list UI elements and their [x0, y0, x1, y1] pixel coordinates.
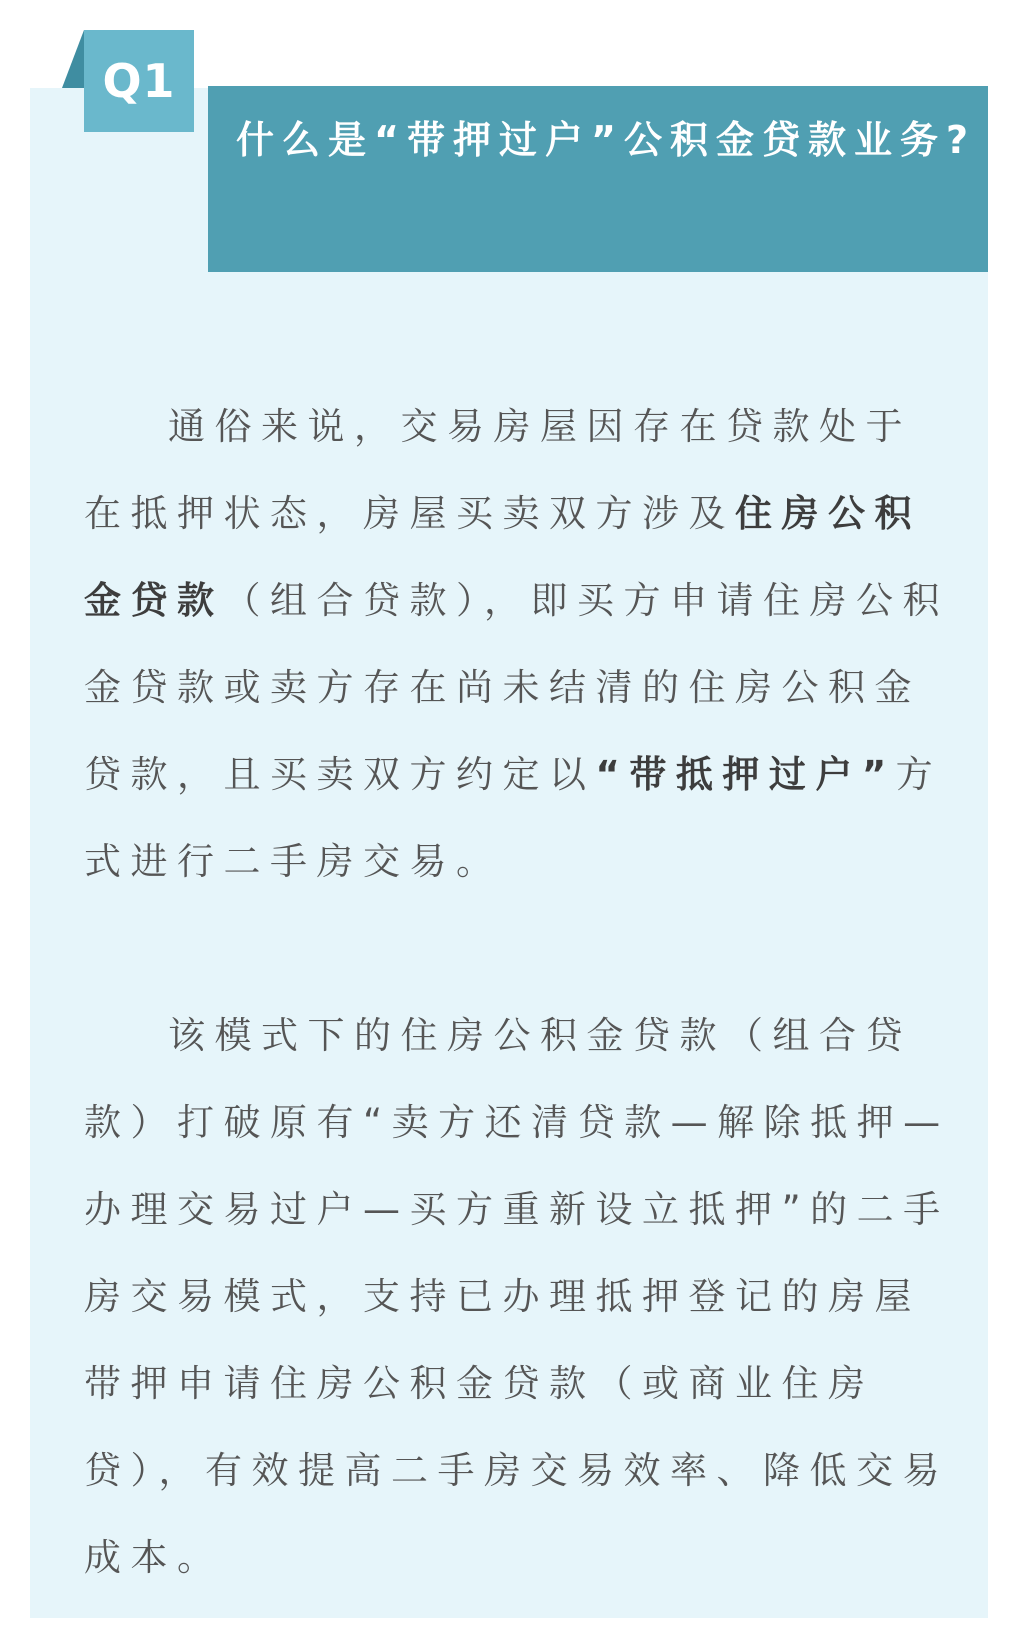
answer-body — [84, 383, 954, 1601]
badge-fold — [62, 30, 84, 88]
emphasis-text: 住房公积金贷款 — [84, 492, 921, 622]
answer-text: 该模式下的住房公积金贷款（组合贷款）打破原有“卖方还清贷款—解除抵押—办理交易过户—买方重新设立抵押”的二手房交易模式，支持已办理抵押登记的房屋带押申请住房公积金贷款（或商业住房贷），有效提高二手房交易效率、降低交易成本。 — [84, 1014, 950, 1579]
answer-paragraph-1 — [84, 383, 954, 905]
question-title: 什么是“带押过户”公积金贷款业务? — [236, 118, 976, 162]
question-badge: Q1 — [84, 30, 194, 132]
answer-text: 方式进行二手房交易。 — [84, 753, 943, 883]
answer-paragraph-2 — [84, 992, 954, 1601]
answer-text: （组合贷款），即买方申请住房公积金贷款或卖方存在尚未结清的住房公积金贷款，且买卖双方约定以 — [84, 579, 949, 796]
question-banner — [208, 86, 988, 272]
answer-text: 通俗来说，交易房屋因存在贷款处于在抵押状态，房屋买卖双方涉及 — [84, 405, 912, 535]
emphasis-text: “带抵押过户” — [595, 753, 896, 796]
